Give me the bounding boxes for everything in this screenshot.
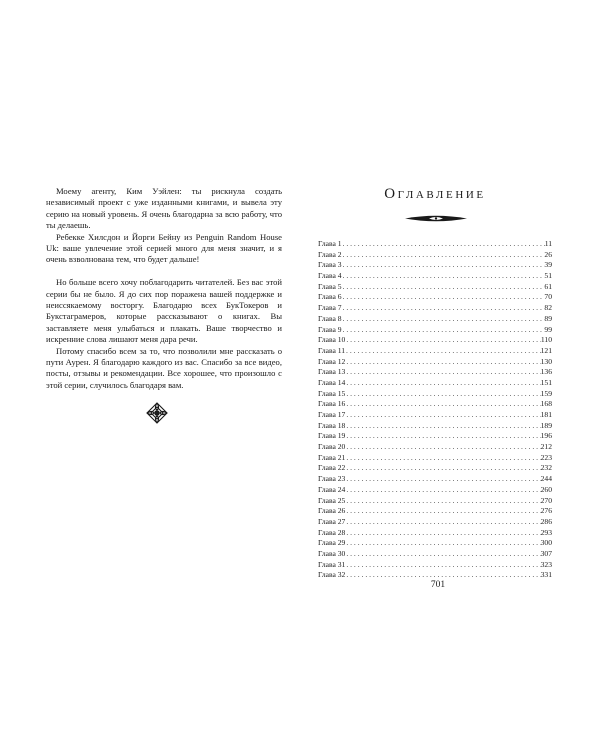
toc-page-number: 168: [540, 399, 552, 409]
toc-chapter-label: Глава 25: [318, 495, 346, 505]
toc-page-number: 270: [540, 495, 552, 505]
toc-chapter-label: Глава 24: [318, 484, 346, 494]
toc-entry[interactable]: [318, 560, 552, 571]
toc-dot-leader: [345, 346, 541, 357]
toc-chapter-label: Глава 12: [318, 356, 346, 366]
toc-page-number: 26: [544, 249, 552, 259]
toc-chapter-label: Глава 19: [318, 431, 346, 441]
toc-chapter-label: Глава 20: [318, 442, 346, 452]
toc-page-number: 244: [540, 474, 552, 484]
toc-entry[interactable]: [318, 346, 552, 357]
toc-chapter-label: Глава 1: [318, 239, 342, 248]
toc-entry[interactable]: [318, 250, 552, 261]
toc-page-number: 300: [540, 538, 552, 548]
toc-page-number: 159: [540, 388, 552, 398]
toc-chapter-label: Глава 22: [318, 463, 346, 473]
toc-entry[interactable]: [318, 282, 552, 293]
toc-dot-leader: [345, 453, 540, 464]
toc-chapter-label: Глава 3: [318, 260, 342, 270]
toc-page-number: 51: [544, 271, 552, 281]
toc-page-number: 61: [544, 281, 552, 291]
toc-chapter-label: Глава 26: [318, 506, 346, 516]
toc-dot-leader: [342, 260, 545, 271]
toc-entry[interactable]: [318, 485, 552, 496]
toc-entry[interactable]: [318, 517, 552, 528]
toc-entry[interactable]: [318, 399, 552, 410]
toc-dot-leader: [342, 271, 545, 282]
toc-entry[interactable]: [318, 496, 552, 507]
toc-entry[interactable]: [318, 506, 552, 517]
toc-entry[interactable]: [318, 528, 552, 539]
toc-page-number: 121: [540, 345, 552, 355]
toc-dot-leader: [342, 292, 545, 303]
toc-dot-leader: [345, 517, 540, 528]
toc-chapter-label: Глава 2: [318, 249, 342, 259]
toc-chapter-label: Глава 7: [318, 303, 342, 313]
toc-entry[interactable]: [318, 549, 552, 560]
acknowledgement-paragraph: Моему агенту, Ким Уэйлен: ты рискнула создать независимый проект с уже изданными книгами, и вывела эту серию на новый уровень. Я очень благодарна за всю работу, что ты делаешь.: [46, 186, 282, 231]
toc-dot-leader: [345, 389, 540, 400]
toc-dot-leader: [345, 528, 540, 539]
acknowledgements-text: [46, 186, 282, 391]
toc-entry[interactable]: [318, 303, 552, 314]
toc-entry[interactable]: [318, 335, 552, 346]
flourish-icon: [405, 214, 467, 223]
toc-dot-leader: [345, 560, 540, 571]
toc-entry[interactable]: [318, 325, 552, 336]
toc-dot-leader: [345, 485, 540, 496]
toc-entry[interactable]: [318, 463, 552, 474]
toc-dot-leader: [345, 442, 540, 453]
toc-page-number: 151: [540, 377, 552, 387]
toc-chapter-label: Глава 8: [318, 313, 342, 323]
toc-entry[interactable]: [318, 292, 552, 303]
toc-chapter-label: Глава 4: [318, 271, 342, 281]
toc-page-number: 130: [540, 356, 552, 366]
toc-page-number: 323: [540, 559, 552, 569]
toc-page-number: 70: [544, 292, 552, 302]
toc-chapter-label: Глава 10: [318, 335, 346, 345]
toc-dot-leader: [342, 303, 545, 314]
toc-entry[interactable]: [318, 378, 552, 389]
toc-dot-leader: [345, 506, 540, 517]
toc-entry[interactable]: [318, 314, 552, 325]
toc-dot-leader: [342, 282, 545, 293]
toc-chapter-label: Глава 21: [318, 452, 346, 462]
toc-entry[interactable]: [318, 367, 552, 378]
toc-dot-leader: [345, 335, 541, 346]
toc-chapter-label: Глава 27: [318, 516, 346, 526]
toc-chapter-label: Глава 28: [318, 527, 346, 537]
toc-chapter-label: Глава 30: [318, 548, 346, 558]
toc-entry[interactable]: [318, 431, 552, 442]
toc-page-number: 276: [540, 506, 552, 516]
toc-page-number: 260: [540, 484, 552, 494]
toc-dot-leader: [342, 314, 545, 325]
toc-chapter-label: Глава 9: [318, 324, 342, 334]
toc-chapter-label: Глава 32: [318, 570, 346, 580]
ornament-icon: [146, 402, 168, 424]
toc-page-number: 286: [540, 516, 552, 526]
toc-entry[interactable]: [318, 453, 552, 464]
toc-page-number: 82: [544, 303, 552, 313]
toc-entry[interactable]: [318, 260, 552, 271]
toc-chapter-label: Глава 11: [318, 345, 346, 355]
toc-page-number: 189: [540, 420, 552, 430]
toc-entry[interactable]: [318, 421, 552, 432]
toc-dot-leader: [345, 431, 540, 442]
page-number: 701: [430, 580, 446, 590]
toc-page-number: 232: [540, 463, 552, 473]
paragraph-gap: [46, 266, 282, 277]
toc-chapter-label: Глава 14: [318, 377, 346, 387]
toc-chapter-label: Глава 17: [318, 410, 346, 419]
toc-chapter-label: Глава 18: [318, 420, 346, 430]
toc-chapter-label: Глава 13: [318, 367, 346, 377]
toc-page-number: 307: [540, 548, 552, 558]
toc-page-number: 39: [544, 260, 552, 270]
toc-title: Оглавление: [384, 186, 486, 202]
toc-entry[interactable]: [318, 389, 552, 400]
toc-list: [318, 239, 552, 581]
toc-chapter-label: Глава 16: [318, 399, 346, 409]
toc-page-number: 136: [540, 367, 552, 377]
toc-dot-leader: [345, 538, 540, 549]
toc-dot-leader: [342, 250, 545, 261]
toc-entry[interactable]: [318, 410, 552, 421]
toc-page-number: 293: [540, 527, 552, 537]
toc-dot-leader: [345, 357, 540, 368]
toc-page-number: 99: [544, 324, 552, 334]
toc-chapter-label: Глава 29: [318, 538, 346, 548]
toc-page-number: 89: [544, 313, 552, 323]
toc-dot-leader: [345, 421, 540, 432]
toc-dot-leader: [345, 367, 540, 378]
toc-chapter-label: Глава 5: [318, 281, 342, 291]
toc-dot-leader: [342, 325, 545, 336]
toc-dot-leader: [345, 496, 540, 507]
toc-page-number: 223: [540, 452, 552, 462]
toc-dot-leader: [345, 474, 540, 485]
toc-dot-leader: [345, 399, 540, 410]
acknowledgement-paragraph: Но больше всего хочу поблагодарить читателей. Без вас этой серии бы не было. Я до сих пор поражена вашей поддержке и неиссякаемому восторгу. Благодарю всех БукТокеров и Букстаграмеров, которые рассказывают о книгах. Вы заставляете меня улыбаться и плакать. Ваше творчество и искренние слова лишают меня дара речи.: [46, 277, 282, 345]
toc-page-number: 110: [540, 335, 552, 345]
toc-entry[interactable]: [318, 239, 552, 250]
toc-dot-leader: [345, 378, 540, 389]
acknowledgement-paragraph: Ребекке Хилсдон и Йорги Бейну из Penguin Random House Uk: ваше увлечение этой серией много для меня значит, и я очень взволнована тем, что будет дальше!: [46, 231, 282, 265]
toc-entry[interactable]: [318, 357, 552, 368]
toc-chapter-label: Глава 6: [318, 292, 342, 302]
toc-dot-leader: [342, 239, 545, 250]
toc-page-number: 181: [540, 410, 552, 419]
toc-chapter-label: Глава 31: [318, 559, 346, 569]
toc-page-number: 331: [540, 570, 552, 580]
toc-page-number: 212: [540, 442, 552, 452]
toc-page-number: 11: [544, 239, 552, 248]
toc-page-number: 196: [540, 431, 552, 441]
toc-entry[interactable]: [318, 474, 552, 485]
toc-entry[interactable]: [318, 271, 552, 282]
toc-entry[interactable]: [318, 538, 552, 549]
toc-entry[interactable]: [318, 442, 552, 453]
acknowledgement-paragraph: Потому спасибо всем за то, что позволили мне рассказать о пути Аурен. Я благодарю каждого из вас. Спасибо за все видео, посты, отзывы и рекомендации. Все хорошее, что произошло с этой серии, случилось благодаря вам.: [46, 345, 282, 390]
toc-dot-leader: [345, 463, 540, 474]
toc-chapter-label: Глава 15: [318, 388, 346, 398]
toc-dot-leader: [345, 549, 540, 560]
toc-dot-leader: [345, 410, 540, 421]
toc-chapter-label: Глава 23: [318, 474, 346, 484]
